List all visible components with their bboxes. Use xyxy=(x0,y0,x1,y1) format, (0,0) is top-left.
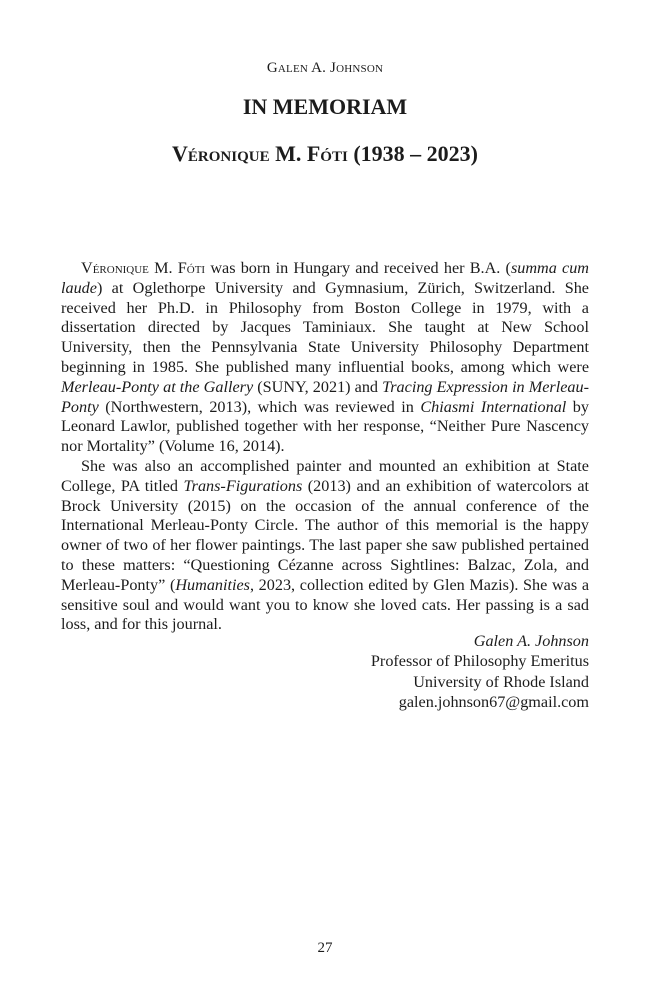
text-run: ) at Oglethorpe University and Gymnasium, Zürich, Switzerland. She received her Ph.D. in Philosophy from Boston College in 1979, with a dissertation directed by Jacques Taminiaux. She taught at New School University, then the Pennsylvania State University Philosophy Department beginning in 1985. She published many influential books, among which were xyxy=(61,278,589,376)
italic-run: summa cum laude xyxy=(61,259,589,297)
signature-block xyxy=(371,631,589,713)
text-run: (2013) and an exhibition of watercolors at Brock University (2015) on the occasion of the annual conference of the International Merleau-Ponty Circle. The author of this memorial is the happy owner of two of her flower paintings. The last paper she saw published pertained to these matters: “Questioning Cézanne across Sightlines: Balzac, Zola, and Merleau-Ponty” ( xyxy=(61,476,589,594)
text-run: (SUNY, 2021) and xyxy=(253,377,383,396)
book-title: Merleau-Ponty at the Gallery xyxy=(61,377,254,396)
signature-position: Professor of Philosophy Emeritus xyxy=(370,652,589,671)
subject-dates: (1938 – 2023) xyxy=(353,141,478,166)
text-run: by Leonard Lawlor, published together with her response, “Neither Pure Nascency nor Mortality” (Volume 16, 2014). xyxy=(61,397,589,456)
book-title: Tracing Expression in Merleau-Ponty xyxy=(61,377,589,416)
text-run: (Northwestern, 2013), which was reviewed in xyxy=(98,397,421,416)
subject-name: Véronique M. Fóti xyxy=(172,141,348,166)
signature-name: Galen A. Johnson xyxy=(473,632,589,650)
paragraph-1 xyxy=(61,259,589,457)
journal-title: Humanities xyxy=(175,575,250,594)
signature-email: galen.johnson67@gmail.com xyxy=(398,693,589,712)
journal-title: Chiasmi International xyxy=(420,397,567,416)
text-run: She was also an accomplished painter and mounted an exhibition at State College, PA titled xyxy=(61,456,589,495)
text-run: was born in Hungary and received her B.A. ( xyxy=(205,259,511,277)
text-run: , 2023, collection edited by Glen Mazis). She was a sensitive soul and would want you to know she loved cats. Her passing is a sad loss, and for this journal. xyxy=(61,575,589,634)
memorial-body xyxy=(61,259,589,635)
subject-name-inline: Véronique M. Fóti xyxy=(81,259,206,277)
page-title: IN MEMORIAM xyxy=(242,94,408,119)
paragraph-2 xyxy=(61,457,589,635)
page-number: 27 xyxy=(317,940,333,956)
exhibition-title: Trans-Figurations xyxy=(183,476,303,495)
author-header: Galen A. Johnson xyxy=(266,60,384,76)
memorial-subject-heading xyxy=(0,141,650,167)
signature-institution: University of Rhode Island xyxy=(413,672,589,691)
